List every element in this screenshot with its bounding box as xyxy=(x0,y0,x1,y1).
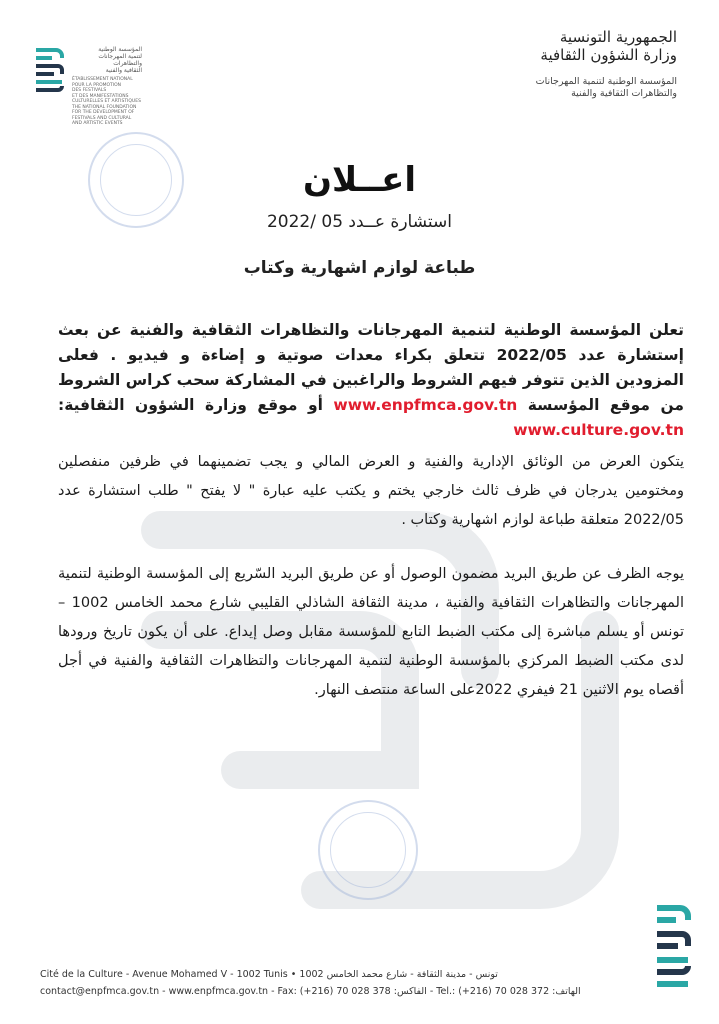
logo-org-fr-7: FOR THE DEVELOPMENT OF xyxy=(72,110,135,115)
logo-org-ar-3: والتظاهرات xyxy=(113,60,142,67)
consultation-number: استشارة عــدد 05 /2022 xyxy=(266,212,452,232)
enpfmca-logo-mark xyxy=(34,46,66,98)
ministry-line-1: الجمهورية التونسية xyxy=(559,28,677,46)
enpfmca-logo xyxy=(34,46,66,98)
logo-org-fr-6: THE NATIONAL FOUNDATION xyxy=(72,104,137,110)
logo-org-fr-8: FESTIVALS AND CULTURAL xyxy=(72,115,132,121)
announcement-text-2: أو موقع وزارة الشؤون الثقافية: xyxy=(58,396,323,414)
enpfmca-logo-footer xyxy=(654,902,692,992)
logo-org-ar-1: المؤسسة الوطنية xyxy=(98,46,142,53)
ministry-line-2: وزارة الشؤون الثقافية xyxy=(540,46,677,64)
agency-line-2: والتظاهرات الثقافية والفنية xyxy=(571,88,677,99)
notice-subject: طباعة لوازم اشهارية وكتاب xyxy=(243,258,476,278)
logo-org-fr-1: ÉTABLISSEMENT NATIONAL xyxy=(72,77,133,82)
paragraph-offer-composition: يتكون العرض من الوثائق الإدارية والفنية و العرض المالي و يجب تضمينهما في ظرفين منفصلين ومختومين يدرجان في ظرف ثالث خارجي يختم و يكتب عليه عبارة " لا يفتح " طلب استشارة عدد 2022/05 متعلقة طباعة لوازم اشهارية وكتاب . xyxy=(58,454,684,528)
logo-org-ar-2: لتنمية المهرجانات xyxy=(98,53,142,60)
announcement-text: تعلن المؤسسة الوطنية لتنمية المهرجانات والتظاهرات الثقافية والفنية عن بعث إستشارة عدد 2022/05 تتعلق بكراء معدات صوتية و إضاءة و فيديو . فعلى المزودين الذين تتوفر فيهم الشروط والراغبين في المشاركة سحب كراس الشروط من موقع المؤسسة xyxy=(58,321,685,414)
enpfmca-logo-footer-mark xyxy=(654,902,692,992)
logo-org-fr-2: POUR LA PROMOTION xyxy=(72,82,122,88)
logo-org-fr-9: AND ARTISTIC EVENTS xyxy=(72,121,123,126)
agency-line-1: المؤسسة الوطنية لتنمية المهرجانات xyxy=(535,76,677,87)
logo-org-fr-3: DES FESTIVALS xyxy=(72,88,107,93)
culture-website-link[interactable]: www.culture.gov.tn xyxy=(513,421,684,439)
paragraph-submission: يوجه الظرف عن طريق البريد مضمون الوصول أو عن طريق البريد السّريع إلى المؤسسة الوطنية لتنمية المهرجانات والتظاهرات الثقافية والفنية ، مدينة الثقافة الشاذلي القليبي شارع محمد الخامس 1002 – تونس أو يسلم مباشرة إلى مكتب الضبط التابع للمؤسسة مقابل وصل إيداع. على أن يكون تاريخ ورودها لدى مكتب الضبط المركزي بالمؤسسة الوطنية لتنمية المهرجانات والتظاهرات الثقافية والفنية في أجل أقصاه يوم الاثنين 21 فيفري 2022على الساعة منتصف النهار. xyxy=(58,566,685,698)
ministry-header xyxy=(437,28,677,100)
paragraph-announcement xyxy=(58,318,684,443)
enpfmca-website-link[interactable]: www.enpfmca.gov.tn xyxy=(333,396,518,414)
logo-org-fr xyxy=(72,77,142,127)
footer-contact-line: contact@enpfmca.gov.tn - www.enpfmca.gov.tn - Fax: (+216) 70 028 378 :الفاكس - Tel.: (+216) 70 028 372 :الهاتف xyxy=(40,986,581,997)
logo-org-ar-4: الثقافية والفنية xyxy=(105,67,142,74)
logo-org-text xyxy=(72,46,142,127)
official-stamp-bottom xyxy=(318,800,418,900)
footer-contact xyxy=(40,966,640,1000)
logo-org-fr-4: ET DES MANIFESTATIONS xyxy=(72,93,129,99)
footer-address: Cité de la Culture - Avenue Mohamed V - 1002 Tunis • 1002 تونس - مدينة الثقافة - شارع محمد الخامس xyxy=(40,969,498,980)
logo-org-fr-5: CULTURELLES ET ARTISTIQUES xyxy=(72,99,141,104)
notice-title: اعــلان xyxy=(303,160,416,200)
